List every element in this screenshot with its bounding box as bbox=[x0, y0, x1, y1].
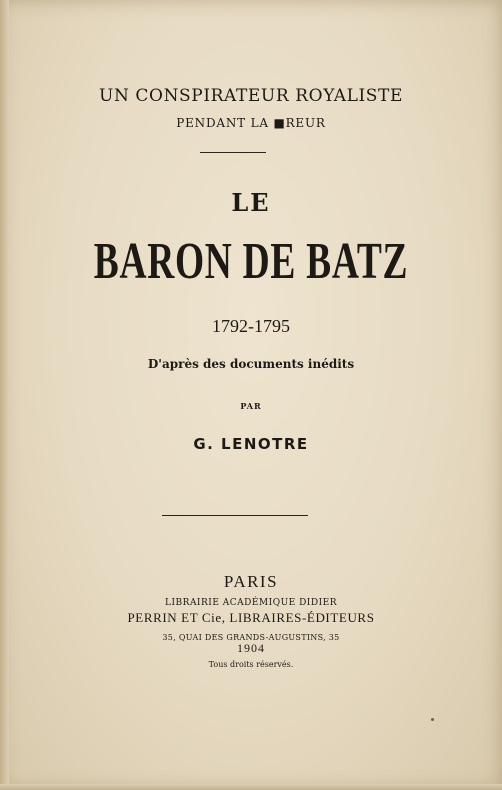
main-title: BARON DE BATZ bbox=[93, 233, 409, 290]
publisher-line-2: PERRIN ET Cie, LIBRAIRES-ÉDITEURS bbox=[127, 610, 375, 625]
by-label: PAR bbox=[240, 401, 262, 411]
paper-speck bbox=[431, 718, 434, 721]
title-article: LE bbox=[231, 188, 271, 217]
rights-notice: Tous droits réservés. bbox=[208, 660, 294, 669]
page-bottom-edge bbox=[0, 784, 502, 790]
description: D'après des documents inédits bbox=[147, 357, 355, 371]
middle-divider bbox=[162, 515, 308, 516]
years: 1792-1795 bbox=[212, 316, 290, 336]
subtitle: PENDANT LA ■REUR bbox=[176, 116, 326, 130]
top-divider bbox=[200, 152, 266, 153]
author-name: G. LENOTRE bbox=[193, 435, 309, 453]
imprint-year: 1904 bbox=[237, 641, 265, 655]
series-title: UN CONSPIRATEUR ROYALISTE bbox=[99, 86, 403, 106]
publisher-line-1: LIBRAIRIE ACADÉMIQUE DIDIER bbox=[165, 598, 337, 608]
publisher-address: 35, QUAI DES GRANDS-AUGUSTINS, 35 bbox=[162, 633, 340, 642]
imprint-city: PARIS bbox=[223, 572, 279, 591]
